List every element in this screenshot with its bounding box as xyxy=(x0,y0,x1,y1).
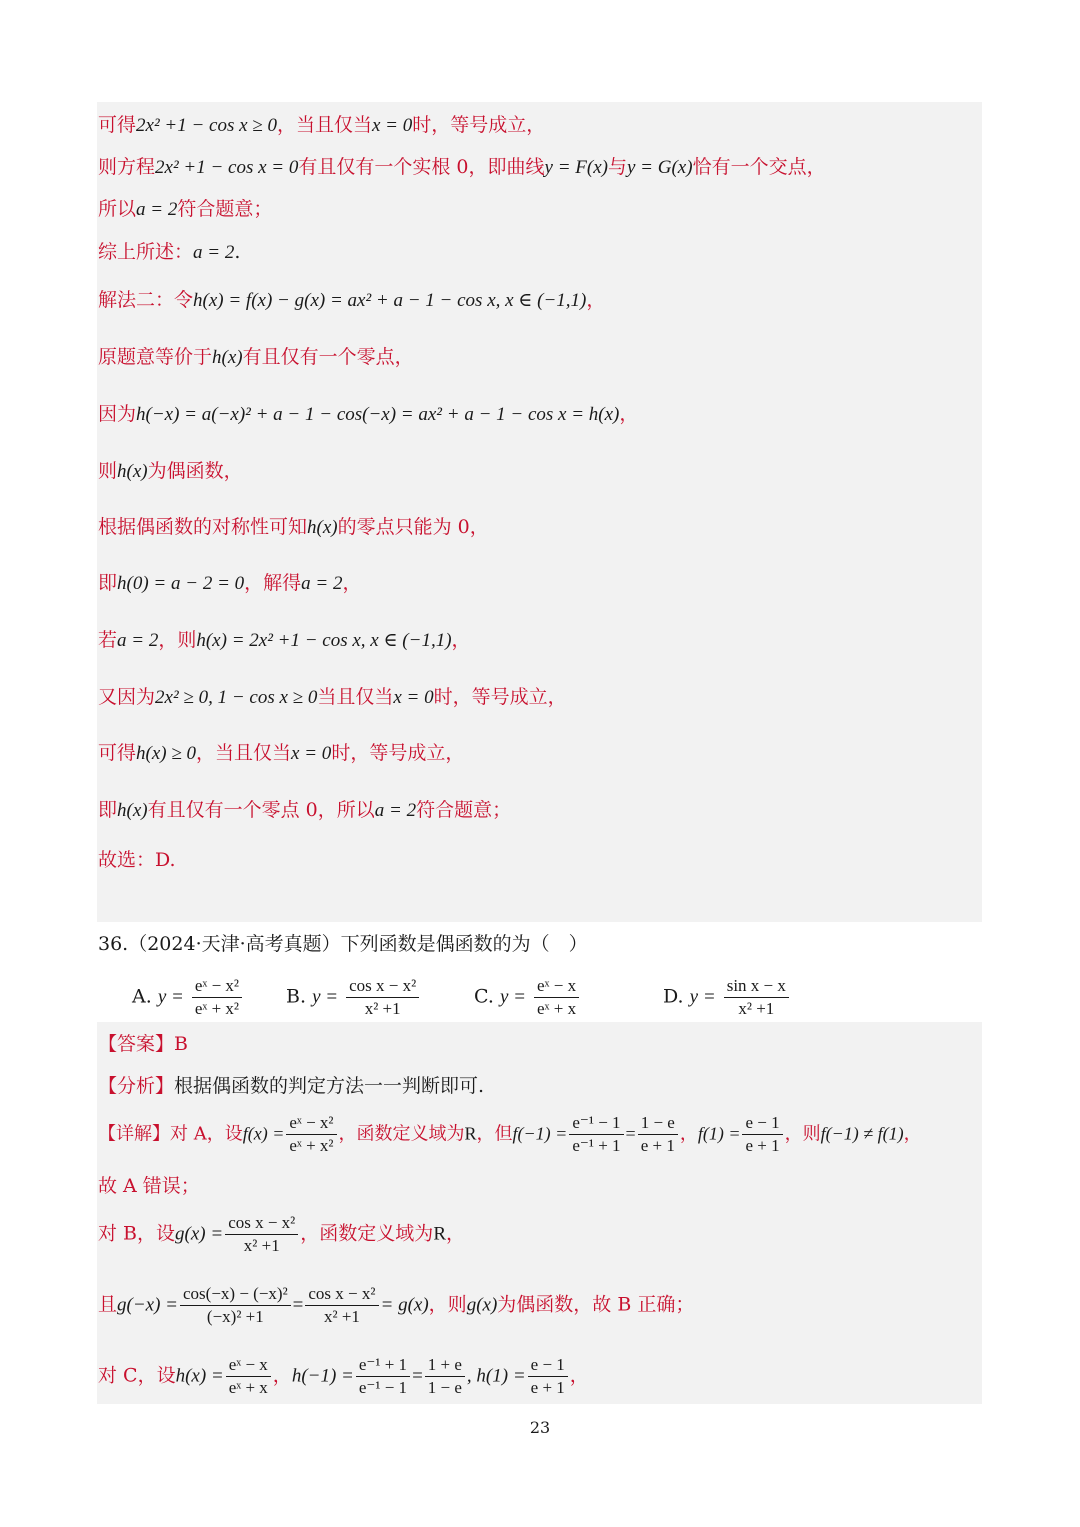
line-6: 原题意等价于h(x)有且仅有一个零点， xyxy=(98,346,414,368)
line-12: 又因为2x² ≥ 0, 1 − cos x ≥ 0当且仅当x = 0时，等号成立， xyxy=(98,686,567,708)
fraction: $\frac{\text{cos(−x) − (−x)²}}{\text{(−x)² +1}}$ xyxy=(180,1283,291,1328)
option-d-fraction: $\frac{\text{sin x − x}}{\text{x² +1}}$ xyxy=(724,975,789,1020)
line-10: 即h(0) = a − 2 = 0，解得a = 2， xyxy=(98,572,362,594)
fraction: $\frac{\text{cos x − x²}}{\text{x² +1}}$ xyxy=(225,1212,298,1257)
line-8: 则h(x)为偶函数， xyxy=(98,460,243,482)
fraction: $\frac{1 + e}{1 - e}$ xyxy=(425,1354,465,1399)
fraction: $\frac{e - 1}{e + 1}$ xyxy=(528,1354,568,1399)
line-11: 若a = 2，则h(x) = 2x² +1 − cos x, x ∈ (−1,1)， xyxy=(98,629,471,651)
answer-line: 【答案】B xyxy=(98,1033,188,1055)
line-5: 解法二：令h(x) = f(x) − g(x) = ax² + a − 1 − cos x, x ∈ (−1,1)， xyxy=(98,289,606,311)
option-b-fraction: $\frac{\text{cos x − x²}}{\text{x² +1}}$ xyxy=(346,975,419,1020)
fraction: $\frac{1 - e}{e + 1}$ xyxy=(638,1112,678,1157)
detail-line-4: 且g(−x) = $\frac{\text{cos(−x) − (−x)²}}{\text{(−x)² +1}}$ = $\frac{\text{cos x − x²}}{\text{x² +1}}$ = g(x)，则g(x)为偶函数，故 B 正确； xyxy=(98,1284,695,1326)
line-13: 可得h(x) ≥ 0，当且仅当x = 0时，等号成立， xyxy=(98,742,465,764)
fraction: $\frac{e - 1}{e + 1}$ xyxy=(742,1112,782,1157)
detail-line-2: 故 A 错误； xyxy=(98,1175,200,1197)
fraction: $\frac{\text{e⁻¹ + 1}}{\text{e⁻¹ − 1}}$ xyxy=(356,1354,410,1399)
fraction: $\frac{\text{eˣ − x}}{\text{eˣ + x}}$ xyxy=(226,1354,271,1399)
detail-line-3: 对 B，设g(x) = $\frac{\text{cos x − x²}}{\text{x² +1}}$ ，函数定义域为R， xyxy=(98,1213,466,1255)
option-b: B. y = $\frac{\text{cos x − x²}}{\text{x² +1}}$ xyxy=(286,975,421,1020)
option-a: A. y = $\frac{\text{eˣ − x²}}{\text{eˣ + x²}}$ xyxy=(132,975,244,1020)
option-a-fraction: $\frac{\text{eˣ − x²}}{\text{eˣ + x²}}$ xyxy=(192,975,242,1020)
line-4: 综上所述：a = 2. xyxy=(98,241,241,263)
fraction: $\frac{\text{cos x − x²}}{\text{x² +1}}$ xyxy=(305,1283,378,1328)
line-7: 因为h(−x) = a(−x)² + a − 1 − cos(−x) = ax² + a − 1 − cos x = h(x)， xyxy=(98,403,639,425)
option-c: C. y = $\frac{\text{eˣ − x}}{\text{eˣ + x}}$ xyxy=(474,975,581,1020)
line-9: 根据偶函数的对称性可知h(x)的零点只能为 0， xyxy=(98,516,489,538)
line-1: 可得2x² +1 − cos x ≥ 0，当且仅当x = 0时，等号成立， xyxy=(98,114,546,136)
line-14: 即h(x)有且仅有一个零点 0，所以a = 2符合题意； xyxy=(98,799,512,821)
analysis-line: 【分析】根据偶函数的判定方法一一判断即可. xyxy=(98,1075,485,1097)
question-stem: 36.（2024·天津·高考真题）下列函数是偶函数的为（ ） xyxy=(98,933,588,955)
option-c-fraction: $\frac{\text{eˣ − x}}{\text{eˣ + x}}$ xyxy=(534,975,579,1020)
option-d: D. y = $\frac{\text{sin x − x}}{\text{x² +1}}$ xyxy=(663,975,791,1020)
detail-line-1: 【详解】对 A，设f(x) = $\frac{\text{eˣ − x²}}{\text{eˣ + x²}}$ ，函数定义域为R，但f(−1) = $\frac{\text{e⁻¹ − 1}}{\text{e⁻¹ + 1}}$ = $\frac{1 - e}{e + 1}$ ，f(1) = $\frac{e - 1}{e + 1}$ ，则f(−1) ≠ f(1)， xyxy=(98,1113,922,1155)
line-3: 所以a = 2符合题意； xyxy=(98,198,273,220)
line-15: 故选：D. xyxy=(98,849,176,871)
line-2: 则方程2x² +1 − cos x = 0有且仅有一个实根 0，即曲线y = F(x)与y = G(x)恰有一个交点， xyxy=(98,156,826,178)
fraction: $\frac{\text{e⁻¹ − 1}}{\text{e⁻¹ + 1}}$ xyxy=(569,1112,623,1157)
fraction: $\frac{\text{eˣ − x²}}{\text{eˣ + x²}}$ xyxy=(286,1112,336,1157)
page-number: 23 xyxy=(529,1418,551,1437)
detail-line-5: 对 C，设h(x) = $\frac{\text{eˣ − x}}{\text{eˣ + x}}$ ，h(−1) = $\frac{\text{e⁻¹ + 1}}{\text{e⁻¹ − 1}}$ = $\frac{1 + e}{1 - e}$ , h(1) = $\frac{e - 1}{e + 1}$ ， xyxy=(98,1355,589,1397)
